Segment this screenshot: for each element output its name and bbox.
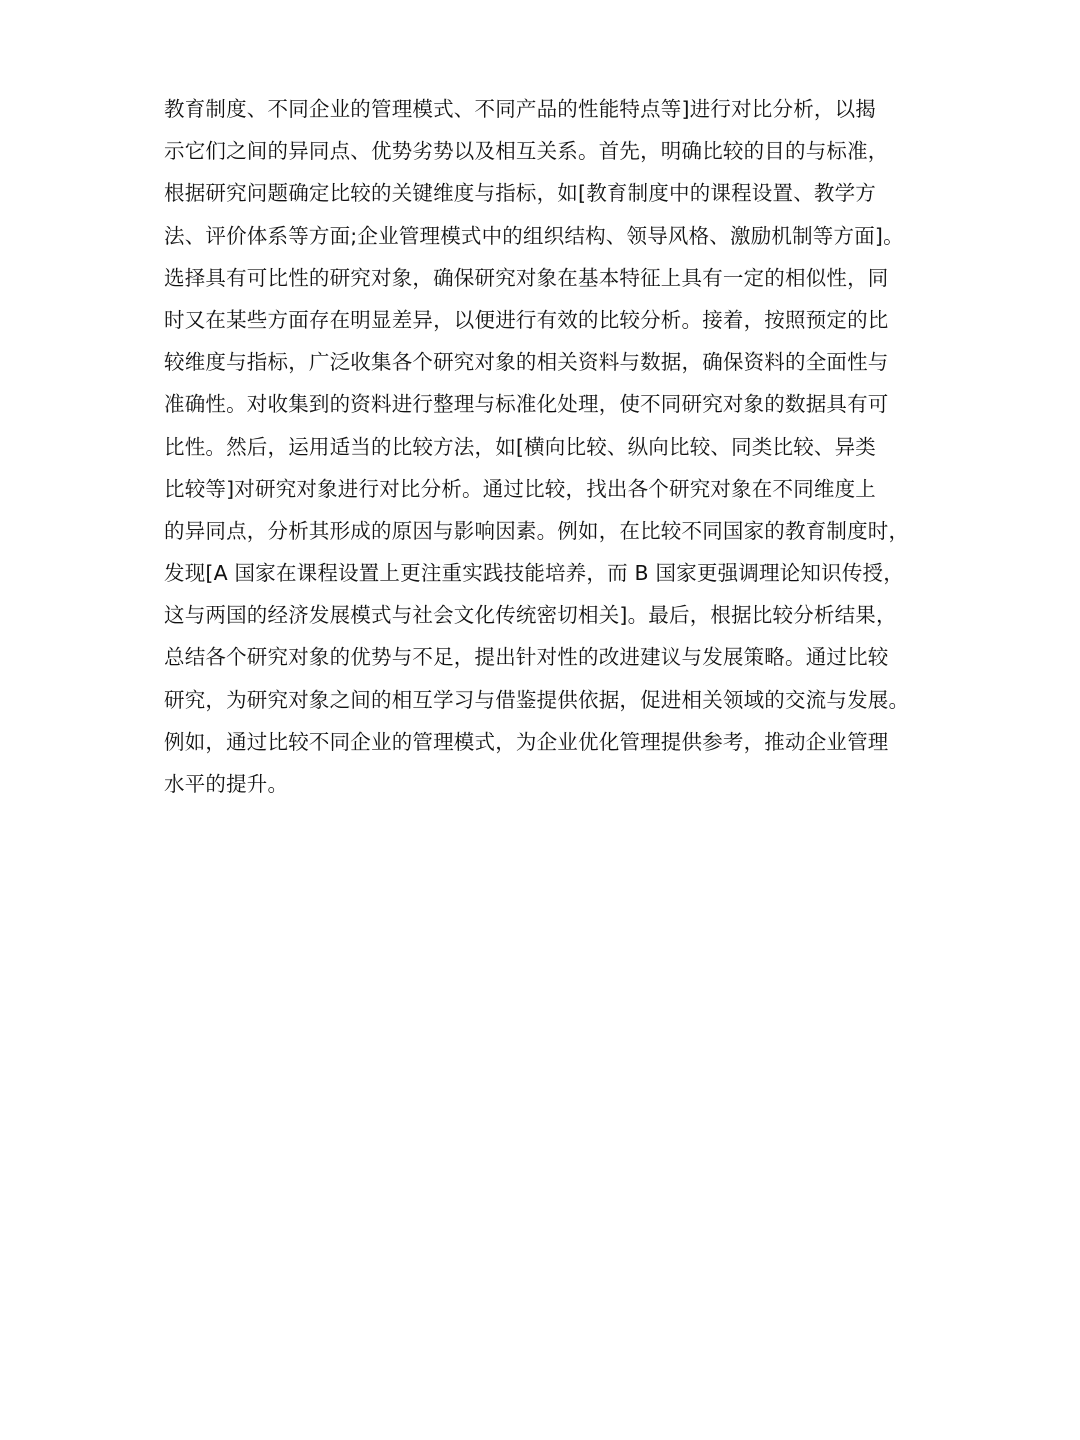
paragraph-line: 示它们之间的异同点、优势劣势以及相互关系。首先，明确比较的目的与标准， xyxy=(164,139,889,164)
paragraph-line: 比性。然后，运用适当的比较方法，如[横向比较、纵向比较、同类比较、异类 xyxy=(164,434,876,459)
paragraph-line: 准确性。对收集到的资料进行整理与标准化处理，使不同研究对象的数据具有可 xyxy=(164,392,889,417)
paragraph-line: 的异同点，分析其形成的原因与影响因素。例如，在比较不同国家的教育制度时， xyxy=(164,518,910,543)
paragraph-line: 选择具有可比性的研究对象，确保研究对象在基本特征上具有一定的相似性，同 xyxy=(164,265,889,290)
paragraph-line: 时又在某些方面存在明显差异，以便进行有效的比较分析。接着，按照预定的比 xyxy=(164,307,889,332)
paragraph-line: 法、评价体系等方面;企业管理模式中的组织结构、领导风格、激励机制等方面]。 xyxy=(164,223,904,248)
paragraph-line: 总结各个研究对象的优势与不足，提出针对性的改进建议与发展策略。通过比较 xyxy=(164,645,889,670)
paragraph-line: 例如，通过比较不同企业的管理模式，为企业优化管理提供参考，推动企业管理 xyxy=(164,729,889,754)
paragraph-line: 这与两国的经济发展模式与社会文化传统密切相关]。最后，根据比较分析结果， xyxy=(164,603,897,628)
paragraph-line: 根据研究问题确定比较的关键维度与指标，如[教育制度中的课程设置、教学方 xyxy=(164,181,876,206)
paragraph-line: 比较等]对研究对象进行对比分析。通过比较，找出各个研究对象在不同维度上 xyxy=(164,476,876,501)
body-paragraph xyxy=(164,88,924,805)
paragraph-line: 较维度与指标，广泛收集各个研究对象的相关资料与数据，确保资料的全面性与 xyxy=(164,350,889,375)
paragraph-line: 水平的提升。 xyxy=(164,772,289,796)
paragraph-line: 研究，为研究对象之间的相互学习与借鉴提供依据，促进相关领域的交流与发展。 xyxy=(164,687,910,712)
paragraph-line: 教育制度、不同企业的管理模式、不同产品的性能特点等]进行对比分析，以揭 xyxy=(164,97,876,121)
paragraph-line: 发现[A 国家在课程设置上更注重实践技能培养，而 B 国家更强调理论知识传授， xyxy=(164,561,904,586)
